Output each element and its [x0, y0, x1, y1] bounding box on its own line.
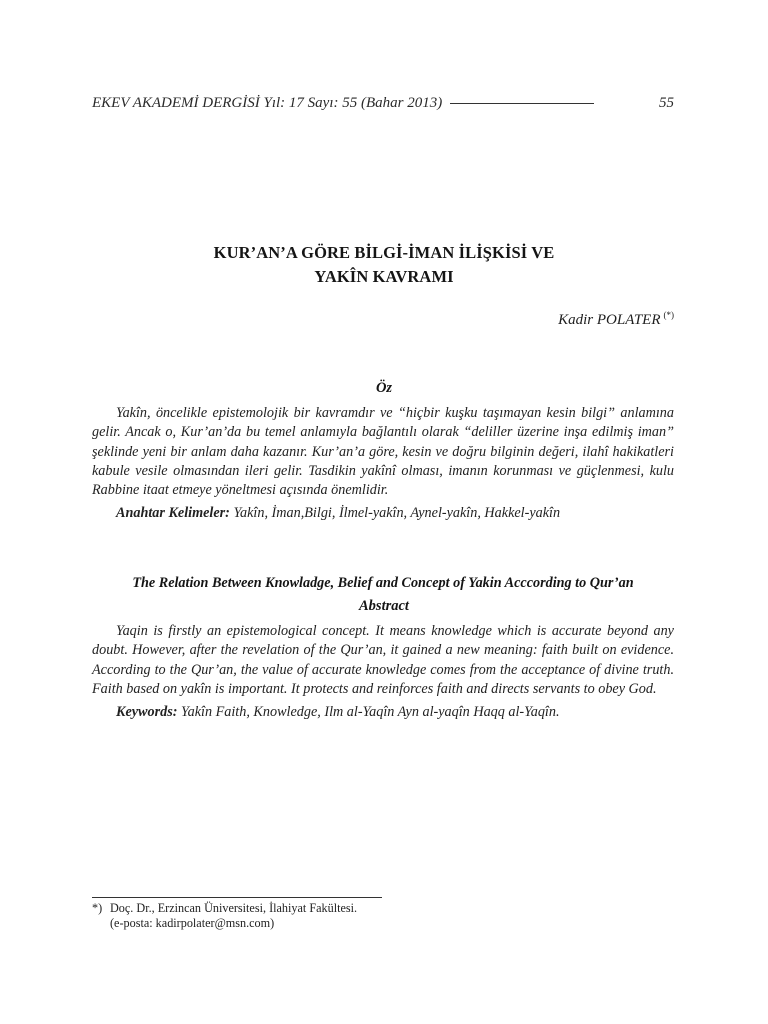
english-abstract-heading: Abstract [359, 598, 409, 614]
turkish-abstract-heading: Öz [375, 380, 393, 396]
english-abstract [92, 622, 674, 722]
english-keywords-list: Yakîn Faith, Knowledge, Ilm al-Yaqîn Ayn al-yaqîn Haqq al-Yaqîn. [177, 704, 560, 721]
title-line-2: YAKÎN KAVRAMI [314, 267, 454, 286]
footnote-email: (e-posta: kadirpolater@msn.com) [110, 916, 275, 930]
article-title [0, 241, 768, 289]
footnote [92, 901, 357, 931]
turkish-abstract [92, 404, 674, 524]
english-abstract-body: Yaqin is firstly an epistemological concept. It means knowledge which is accurate beyond any doubt. However, after the revelation of the Qur’an, it gained a new meaning: faith built on evidence. According to the Qur’an, the value of accurate knowledge comes from the acceptance of divine truth. Faith based on yakîn is important. It protects and reinforces faith and directs servants to obey God. [92, 623, 674, 697]
english-keywords [92, 703, 674, 722]
running-header [92, 92, 674, 114]
footnote-rule [92, 897, 382, 898]
header-rule [450, 103, 594, 104]
page-number: 55 [659, 94, 674, 111]
title-line-1: KUR’AN’A GÖRE BİLGİ-İMAN İLİŞKİSİ VE [213, 243, 555, 262]
turkish-keywords-list: Yakîn, İman,Bilgi, İlmel-yakîn, Aynel-yakîn, Hakkel-yakîn [229, 505, 561, 522]
english-title: The Relation Between Knowladge, Belief and Concept of Yakin Acccording to Qur’an [132, 575, 634, 591]
journal-citation: EKEV AKADEMİ DERGİSİ Yıl: 17 Sayı: 55 (Bahar 2013) [92, 94, 443, 111]
turkish-abstract-body: Yakîn, öncelikle epistemolojik bir kavramdır ve “hiçbir kuşku taşımayan kesin bilgi” anlamına gelir. Ancak o, Kur’an’da bu temel anlamıyla bağlantılı olarak “deliller üzerine inşa edilmiş iman” şeklinde yeni bir anlam daha kazanır. Kur’an’a göre, kesin ve doğru bilginin değeri, ilahî hakikatleri kabule vesile olmasından ileri gelir. Tasdikin yakînî olması, imanın korunması ve güçlenmesi, kulu Rabbine itaat etmeye yöneltmesi açısında önemlidir. [92, 405, 674, 499]
author-footnote-marker: (*) [663, 310, 674, 320]
turkish-keywords-label: Anahtar Kelimeler: [116, 505, 230, 522]
footnote-marker: *) [92, 901, 103, 915]
english-keywords-label: Keywords: [116, 704, 178, 721]
author-name [558, 310, 674, 329]
turkish-keywords [92, 504, 674, 523]
footnote-affiliation: Doç. Dr., Erzincan Üniversitesi, İlahiyat Fakültesi. [110, 901, 358, 915]
author-text: Kadir POLATER [558, 312, 661, 328]
